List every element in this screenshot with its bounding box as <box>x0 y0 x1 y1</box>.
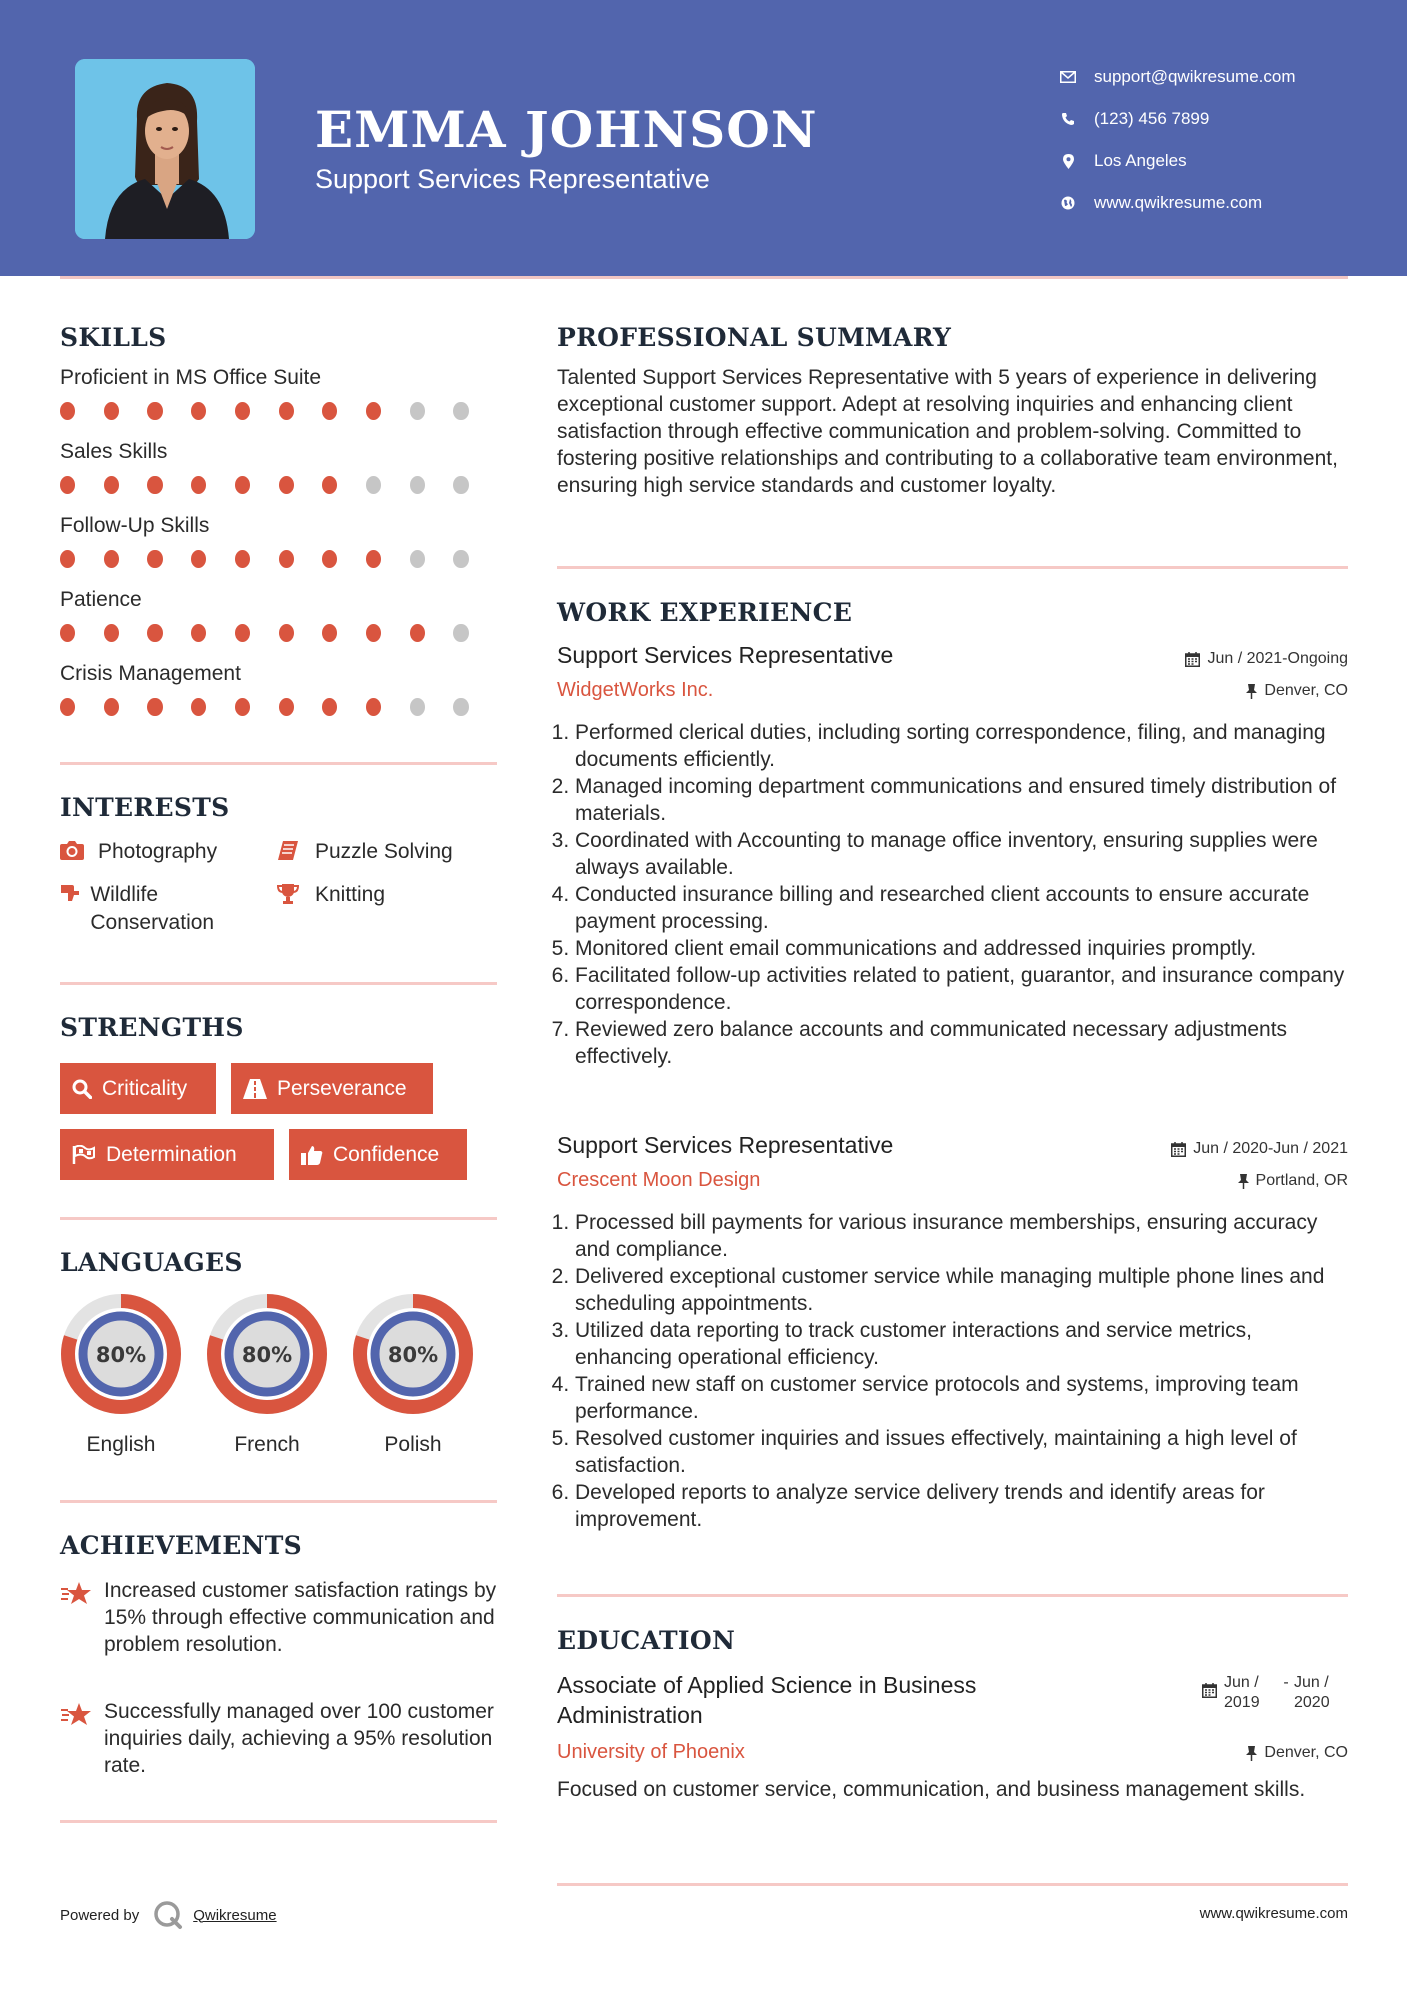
contact-phone[interactable] <box>1050 98 1296 140</box>
interest-label: Knitting <box>315 883 386 906</box>
rating-dot-empty <box>453 624 468 642</box>
email-text[interactable]: support@qwikresume.com <box>1094 67 1296 86</box>
skills-title: SKILLS <box>60 323 167 352</box>
job-bullet: 1. Processed bill payments for various insurance memberships, ensuring accuracy and compliance. <box>575 1209 1348 1263</box>
job-location-text: Denver, CO <box>1264 682 1348 699</box>
calendar-icon <box>1171 1142 1186 1157</box>
summary-text: Talented Support Services Representative with 5 years of experience in delivering exceptional customer support. Adept at resolving inquiries and enhancing client satisfaction through effective communication and problem-solving. Committed to fostering positive relationships and contributing to a collaborative team environment, ensuring high service standards and customer loyalty. <box>557 366 1338 497</box>
job-entry <box>557 1132 1348 1533</box>
rating-dot-filled <box>104 476 119 494</box>
rating-dot-filled <box>322 402 337 420</box>
rating-dot-filled <box>322 476 337 494</box>
qwikresume-link[interactable]: Qwikresume <box>193 1906 277 1924</box>
rating-dot-empty <box>410 550 425 568</box>
divider <box>557 566 1348 569</box>
job-bullet: 2. Managed incoming department communications and ensured timely distribution of materials. <box>575 773 1348 827</box>
rating-dot-filled <box>147 550 162 568</box>
rating-dot-filled <box>60 624 75 642</box>
skill-name: Patience <box>60 588 142 611</box>
rating-dot-filled <box>366 624 381 642</box>
interest-label: Puzzle Solving <box>315 840 453 863</box>
divider <box>60 982 497 985</box>
language-item <box>352 1293 474 1457</box>
education-start-text: Jun / 2019 <box>1224 1674 1260 1711</box>
skill-rating <box>60 618 497 662</box>
achievement-text: Increased customer satisfaction ratings by 15% through effective communication and problem resolution. <box>104 1579 497 1656</box>
achievement-item <box>60 1577 497 1658</box>
skill-rating <box>60 692 497 736</box>
language-name: Polish <box>384 1433 442 1456</box>
rating-dot-filled <box>235 698 250 716</box>
candidate-role: Support Services Representative <box>315 164 710 194</box>
divider <box>60 1217 497 1220</box>
language-gauge <box>206 1293 328 1415</box>
rating-dot-filled <box>235 624 250 642</box>
education-dates <box>1202 1673 1348 1713</box>
achievement-text: Successfully managed over 100 customer inquiries daily, achieving a 95% resolution rate. <box>104 1700 494 1777</box>
strength-confidence <box>289 1129 467 1180</box>
rating-dot-filled <box>191 550 206 568</box>
job-bullet: 3. Utilized data reporting to track customer interactions and service metrics, enhancing operational efficiency. <box>575 1317 1348 1371</box>
job-dates-text: Jun / 2020-Jun / 2021 <box>1193 1140 1348 1157</box>
camera-icon <box>60 838 90 860</box>
interest-photography <box>60 838 217 866</box>
job-bullet: 3. Coordinated with Accounting to manage office inventory, ensuring supplies were always available. <box>575 827 1348 881</box>
contact-website[interactable] <box>1050 182 1296 224</box>
language-gauge <box>60 1293 182 1415</box>
languages-title: LANGUAGES <box>60 1248 243 1277</box>
job-location-text: Portland, OR <box>1255 1172 1348 1189</box>
divider <box>60 1820 497 1823</box>
skill-name: Sales Skills <box>60 440 168 463</box>
contact-list <box>1050 56 1296 224</box>
job-bullets <box>557 719 1348 1070</box>
strength-determination <box>60 1129 274 1180</box>
job-company: WidgetWorks Inc. <box>557 679 714 701</box>
strengths-section <box>60 1013 497 1183</box>
rating-dot-filled <box>104 698 119 716</box>
job-bullets <box>557 1209 1348 1533</box>
skill-rating <box>60 396 497 440</box>
phone-icon <box>1050 112 1086 126</box>
rating-dot-filled <box>322 550 337 568</box>
rating-dot-empty <box>453 698 468 716</box>
profile-photo-illustration <box>75 59 255 239</box>
hand-icon <box>60 881 82 903</box>
job-dates <box>1185 650 1348 668</box>
flag-icon <box>72 1145 96 1165</box>
gauge-label: 80% <box>387 1343 439 1367</box>
job-dates-text: Jun / 2021-Ongoing <box>1207 650 1348 667</box>
book-icon <box>277 838 307 862</box>
degree-title: Associate of Applied Science in Business Administration <box>557 1672 977 1728</box>
footer-website[interactable]: www.qwikresume.com <box>1199 1905 1348 1922</box>
rating-dot-empty <box>410 476 425 494</box>
divider <box>60 1500 497 1503</box>
rating-dot-empty <box>453 402 468 420</box>
rating-dot-filled <box>191 476 206 494</box>
rating-dot-filled <box>60 476 75 494</box>
summary-title: PROFESSIONAL SUMMARY <box>557 323 952 352</box>
contact-location <box>1050 140 1296 182</box>
trophy-icon <box>277 881 307 905</box>
achievement-item <box>60 1698 497 1779</box>
job-bullet: 7. Reviewed zero balance accounts and communicated necessary adjustments effectively. <box>575 1016 1348 1070</box>
languages-section <box>60 1248 497 1468</box>
education-school: University of Phoenix <box>557 1741 745 1763</box>
rating-dot-filled <box>279 402 294 420</box>
header-divider <box>60 276 1348 279</box>
education-section <box>557 1626 1348 1836</box>
skill-name: Proficient in MS Office Suite <box>60 366 322 389</box>
star-badge-icon <box>60 1577 104 1658</box>
language-gauge <box>352 1293 474 1415</box>
language-item <box>60 1293 182 1457</box>
candidate-name: EMMA JOHNSON <box>315 100 818 159</box>
skills-section <box>60 323 497 736</box>
job-bullet: 5. Monitored client email communications and addressed inquiries promptly. <box>575 935 1348 962</box>
interests-section <box>60 793 497 953</box>
job-location <box>1238 1172 1348 1190</box>
summary-section <box>557 323 1348 499</box>
job-bullet: 6. Facilitated follow-up activities related to patient, guarantor, and insurance company correspondence. <box>575 962 1348 1016</box>
job-title: Support Services Representative <box>557 642 894 668</box>
profile-photo <box>75 59 255 239</box>
rating-dot-empty <box>410 402 425 420</box>
pushpin-icon <box>1246 1746 1257 1761</box>
job-bullet: 6. Developed reports to analyze service delivery trends and identify areas for improvement. <box>575 1479 1348 1533</box>
phone-text[interactable]: (123) 456 7899 <box>1094 109 1210 128</box>
rating-dot-empty <box>453 550 468 568</box>
rating-dot-empty <box>453 476 468 494</box>
calendar-icon <box>1185 652 1200 667</box>
powered-by-text: Powered by <box>60 1906 140 1924</box>
rating-dot-filled <box>60 698 75 716</box>
rating-dot-filled <box>366 698 381 716</box>
interest-puzzle-solving <box>277 838 453 866</box>
experience-title: WORK EXPERIENCE <box>557 598 853 627</box>
resume-header <box>0 0 1407 276</box>
divider <box>60 762 497 765</box>
language-item <box>206 1293 328 1457</box>
job-title: Support Services Representative <box>557 1132 894 1158</box>
skill-name: Follow-Up Skills <box>60 514 210 537</box>
language-name: English <box>86 1433 156 1456</box>
skills-list <box>60 366 497 736</box>
job-bullet: 4. Conducted insurance billing and researched client accounts to ensure accurate payment processing. <box>575 881 1348 935</box>
rating-dot-filled <box>104 402 119 420</box>
rating-dot-filled <box>104 550 119 568</box>
strength-perseverance <box>231 1063 433 1114</box>
rating-dot-filled <box>279 624 294 642</box>
map-pin-icon <box>1050 154 1086 169</box>
rating-dot-filled <box>191 402 206 420</box>
gauge-label: 80% <box>241 1343 293 1367</box>
job-entry <box>557 642 1348 1070</box>
rating-dot-filled <box>279 476 294 494</box>
interest-label: Wildlife Conservation <box>90 883 215 934</box>
rating-dot-filled <box>235 550 250 568</box>
rating-dot-filled <box>279 550 294 568</box>
rating-dot-empty <box>366 476 381 494</box>
divider <box>557 1594 1348 1597</box>
rating-dot-filled <box>147 476 162 494</box>
rating-dot-filled <box>279 698 294 716</box>
education-location <box>1246 1744 1348 1762</box>
education-description: Focused on customer service, communication, and business management skills. <box>557 1778 1306 1801</box>
rating-dot-filled <box>191 624 206 642</box>
interest-label: Photography <box>98 840 218 863</box>
search-icon <box>72 1079 92 1099</box>
language-name: French <box>234 1433 300 1456</box>
rating-dot-filled <box>235 476 250 494</box>
rating-dot-filled <box>322 624 337 642</box>
job-bullet: 5. Resolved customer inquiries and issues effectively, maintaining a high level of satisfaction. <box>575 1425 1348 1479</box>
rating-dot-filled <box>147 402 162 420</box>
rating-dot-filled <box>60 550 75 568</box>
strength-label: Criticality <box>102 1076 188 1100</box>
divider <box>557 1883 1348 1886</box>
footer-powered-by <box>60 1900 277 1930</box>
rating-dot-filled <box>366 402 381 420</box>
job-dates <box>1171 1140 1348 1158</box>
skill-rating <box>60 470 497 514</box>
rating-dot-filled <box>104 624 119 642</box>
skill-rating <box>60 544 497 588</box>
strength-label: Perseverance <box>277 1076 407 1100</box>
strengths-title: STRENGTHS <box>60 1013 244 1042</box>
interest-knitting <box>277 881 385 909</box>
rating-dot-filled <box>235 402 250 420</box>
rating-dot-empty <box>410 698 425 716</box>
rating-dot-filled <box>147 698 162 716</box>
date-separator: - <box>1283 1674 1289 1691</box>
strength-label: Determination <box>106 1142 237 1166</box>
education-location-text: Denver, CO <box>1264 1744 1348 1761</box>
education-end-text: Jun / 2020 <box>1294 1674 1330 1711</box>
job-bullet: 4. Trained new staff on customer service protocols and systems, improving team performance. <box>575 1371 1348 1425</box>
job-location <box>1246 682 1348 700</box>
rating-dot-filled <box>366 550 381 568</box>
road-icon <box>243 1079 267 1099</box>
achievements-title: ACHIEVEMENTS <box>60 1531 302 1560</box>
job-bullet: 1. Performed clerical duties, including sorting correspondence, filing, and managing documents efficiently. <box>575 719 1348 773</box>
job-bullet: 2. Delivered exceptional customer service while managing multiple phone lines and scheduling appointments. <box>575 1263 1348 1317</box>
strength-criticality <box>60 1063 216 1114</box>
contact-email[interactable] <box>1050 56 1296 98</box>
location-text: Los Angeles <box>1094 151 1187 170</box>
calendar-icon <box>1202 1673 1217 1698</box>
qwikresume-logo-icon <box>153 1900 183 1930</box>
education-title: EDUCATION <box>557 1626 736 1655</box>
achievements-section <box>60 1531 497 1791</box>
pushpin-icon <box>1238 1174 1249 1189</box>
pushpin-icon <box>1246 684 1257 699</box>
envelope-icon <box>1050 71 1086 83</box>
rating-dot-filled <box>60 402 75 420</box>
job-company: Crescent Moon Design <box>557 1169 761 1191</box>
globe-icon <box>1050 196 1086 210</box>
rating-dot-filled <box>147 624 162 642</box>
rating-dot-filled <box>410 624 425 642</box>
thumbs-up-icon <box>301 1145 323 1165</box>
interest-wildlife-conservation <box>60 881 260 937</box>
strength-label: Confidence <box>333 1142 440 1166</box>
skill-name: Crisis Management <box>60 662 241 685</box>
gauge-label: 80% <box>95 1343 147 1367</box>
rating-dot-filled <box>191 698 206 716</box>
star-badge-icon <box>60 1698 104 1779</box>
interests-title: INTERESTS <box>60 793 230 822</box>
experience-section <box>557 598 1348 1588</box>
rating-dot-filled <box>322 698 337 716</box>
website-text[interactable]: www.qwikresume.com <box>1094 193 1263 212</box>
